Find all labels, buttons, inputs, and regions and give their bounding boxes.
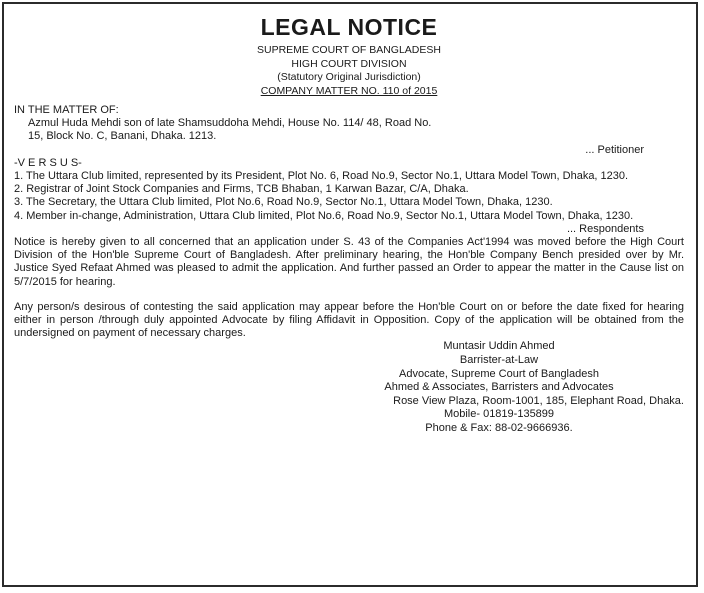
phone-fax: Phone & Fax: 88-02-9666936. <box>425 422 573 435</box>
petitioner-line-2: 15, Block No. C, Banani, Dhaka. 1213. <box>28 130 217 143</box>
notice-paragraph-2: Any person/s desirous of contesting the said application may appear before the Hon'ble Court on or before the date fixed for hearing either in person /through duly appointed Advocate by filing Affidavit in Opposition. Copy of the application will be obtained from the undersigned on payment of necessary charges. <box>14 300 684 340</box>
petitioner-label: ... Petitioner <box>585 143 644 156</box>
division-name: HIGH COURT DIVISION <box>291 57 407 70</box>
respondent-item: 4. Member in-change, Administration, Uttara Club limited, Plot No.6, Road No.9, Sector No.1, Uttara Model Town, Dhaka, 1230. <box>14 209 634 222</box>
firm-name: Ahmed & Associates, Barristers and Advocates <box>384 381 614 394</box>
signatory-title: Barrister-at-Law <box>459 354 539 367</box>
firm-address: Rose View Plaza, Room-1001, 185, Elephant Road, Dhaka. <box>393 394 684 407</box>
signatory-name: Muntasir Uddin Ahmed <box>443 340 555 353</box>
respondent-item: 2. Registrar of Joint Stock Companies and Firms, TCB Bhaban, 1 Karwan Bazar, C/A, Dhaka. <box>14 183 469 196</box>
respondents-label: ... Respondents <box>566 222 644 235</box>
matter-intro: IN THE MATTER OF: <box>14 104 119 116</box>
signature-block <box>314 340 684 435</box>
versus-label: -V E R S U S- <box>14 156 82 169</box>
notice-paragraph-1: Notice is hereby given to all concerned that an application under S. 43 of the Companies Act'1994 was moved before the High Court Division of the Hon'ble Supreme Court of Bangladesh. After preliminary hearing, the Hon'ble Company Bench presided over by Mr. Justice Syed Refaat Ahmed was pleased to admit the application. And further passed an Order to appear the matter in the Cause list on 5/7/2015 for hearing. <box>14 236 684 288</box>
respondent-item: 1. The Uttara Club limited, represented by its President, Plot No. 6, Road No.9, Sector No.1, Uttara Model Town, Dhaka, 1230. <box>14 170 629 183</box>
notice-title: LEGAL NOTICE <box>260 14 438 40</box>
legal-notice <box>2 2 698 587</box>
company-matter: COMPANY MATTER NO. 110 of 2015 <box>260 84 438 97</box>
signatory-role: Advocate, Supreme Court of Bangladesh <box>399 367 599 380</box>
jurisdiction: (Statutory Original Jurisdiction) <box>277 71 421 83</box>
court-name: SUPREME COURT OF BANGLADESH <box>257 44 441 56</box>
mobile-number: Mobile- 01819-135899 <box>443 408 555 421</box>
petitioner-line-1: Azmul Huda Mehdi son of late Shamsuddoha Mehdi, House No. 114/ 48, Road No. <box>28 117 432 130</box>
respondent-item: 3. The Secretary, the Uttara Club limited, Plot No.6, Road No.9, Sector No.1, Uttara Model Town, Dhaka, 1230. <box>14 196 553 209</box>
